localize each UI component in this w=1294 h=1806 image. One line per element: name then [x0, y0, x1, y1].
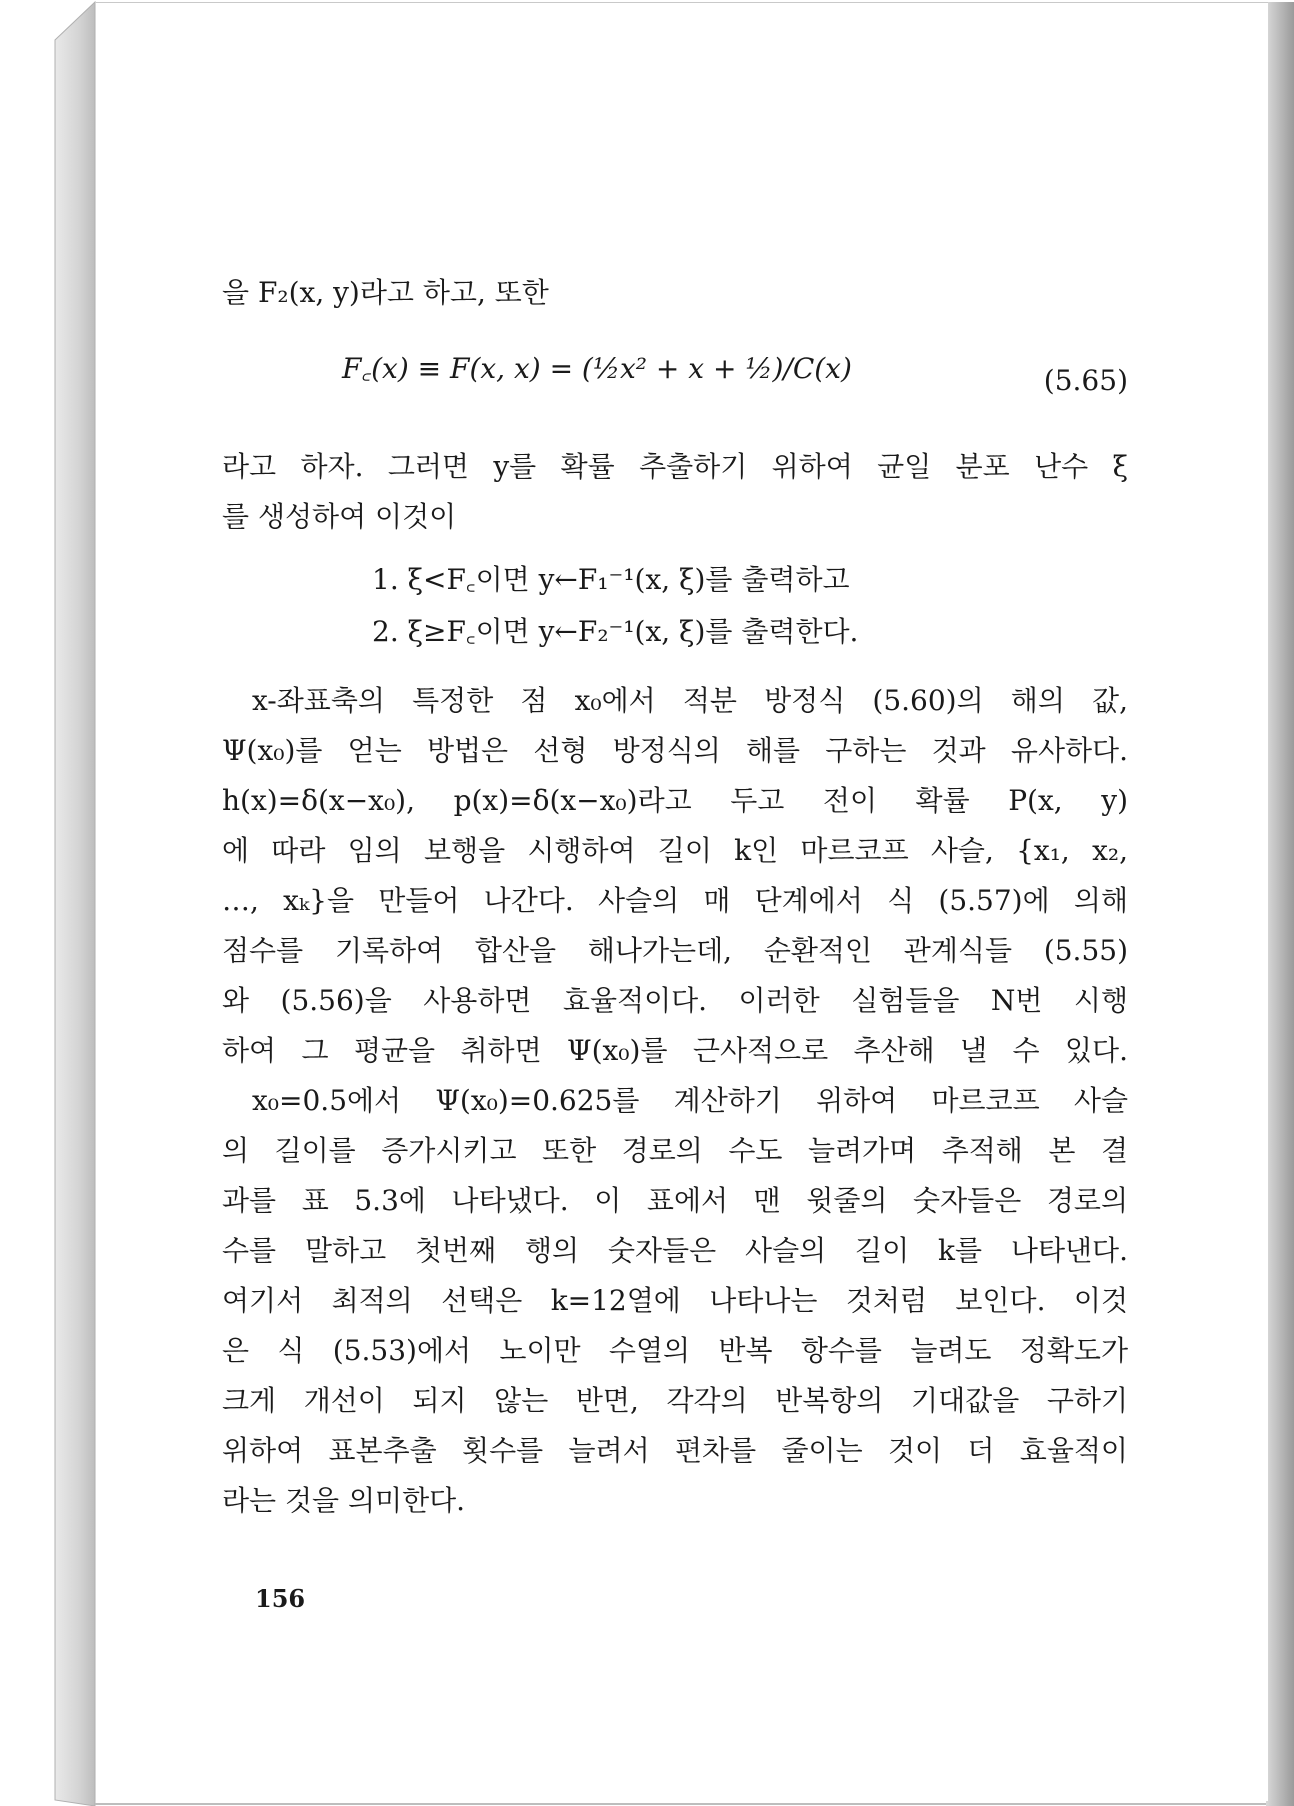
text-line: x₀=0.5에서 Ψ(x₀)=0.625를 계산하기 위하여 마르코프 사슬	[252, 1084, 1128, 1117]
text-line: …, xₖ}을 만들어 나간다. 사슬의 매 단계에서 식 (5.57)에 의해	[222, 884, 1128, 917]
text-line: 여기서 최적의 선택은 k=12열에 나타나는 것처럼 보인다. 이것	[222, 1284, 1128, 1317]
text-line: 를 생성하여 이것이	[222, 500, 457, 533]
rule-item: 1. ξ<F꜀이면 y←F₁⁻¹(x, ξ)를 출력하고	[372, 563, 850, 596]
text-line: x-좌표축의 특정한 점 x₀에서 적분 방정식 (5.60)의 해의 값,	[252, 684, 1128, 717]
rule-item: 2. ξ≥F꜀이면 y←F₂⁻¹(x, ξ)를 출력한다.	[372, 615, 859, 648]
page-content	[222, 268, 1128, 1526]
paragraph-intro: 을 F₂(x, y)라고 하고, 또한	[222, 276, 549, 309]
text-line: 점수를 기록하여 합산을 해나가는데, 순환적인 관계식들 (5.55)	[222, 934, 1128, 967]
text-line: 위하여 표본추출 횟수를 늘려서 편차를 줄이는 것이 더 효율적이	[222, 1434, 1128, 1467]
text-line: h(x)=δ(x−x₀), p(x)=δ(x−x₀)라고 두고 전이 확률 P(x, y)	[222, 784, 1128, 817]
text-line: 과를 표 5.3에 나타냈다. 이 표에서 맨 윗줄의 숫자들은 경로의	[222, 1184, 1128, 1217]
text-line: 하여 그 평균을 취하면 Ψ(x₀)를 근사적으로 추산해 낼 수 있다.	[222, 1034, 1128, 1067]
text-line: 수를 말하고 첫번째 행의 숫자들은 사슬의 길이 k를 나타낸다.	[222, 1234, 1128, 1267]
text-line: 크게 개선이 되지 않는 반면, 각각의 반복항의 기대값을 구하기	[222, 1384, 1128, 1417]
paragraph-second	[222, 1076, 1128, 1526]
text-line: Ψ(x₀)를 얻는 방법은 선형 방정식의 해를 구하는 것과 유사하다.	[222, 734, 1128, 767]
paragraph-main	[222, 676, 1128, 1076]
text-line: 와 (5.56)을 사용하면 효율적이다. 이러한 실험들을 N번 시행	[222, 984, 1128, 1017]
text-line: 은 식 (5.53)에서 노이만 수열의 반복 항수를 늘려도 정확도가	[222, 1334, 1128, 1367]
text-line: 에 따라 임의 보행을 시행하여 길이 k인 마르코프 사슬, {x₁, x₂,	[222, 834, 1128, 867]
equation-body: F꜀(x) ≡ F(x, x) = (½x² + x + ½)/C(x)	[342, 352, 852, 385]
text-line: 의 길이를 증가시키고 또한 경로의 수도 늘려가며 추적해 본 결	[222, 1134, 1128, 1167]
rule-list	[222, 554, 1128, 658]
text-line: 라는 것을 의미한다.	[222, 1484, 466, 1517]
equation-number: (5.65)	[1043, 364, 1128, 397]
equation-5-65	[222, 326, 1128, 436]
text-line: 라고 하자. 그러면 y를 확률 추출하기 위하여 균일 분포 난수 ξ	[222, 450, 1128, 483]
page-number: 156	[255, 1584, 306, 1613]
